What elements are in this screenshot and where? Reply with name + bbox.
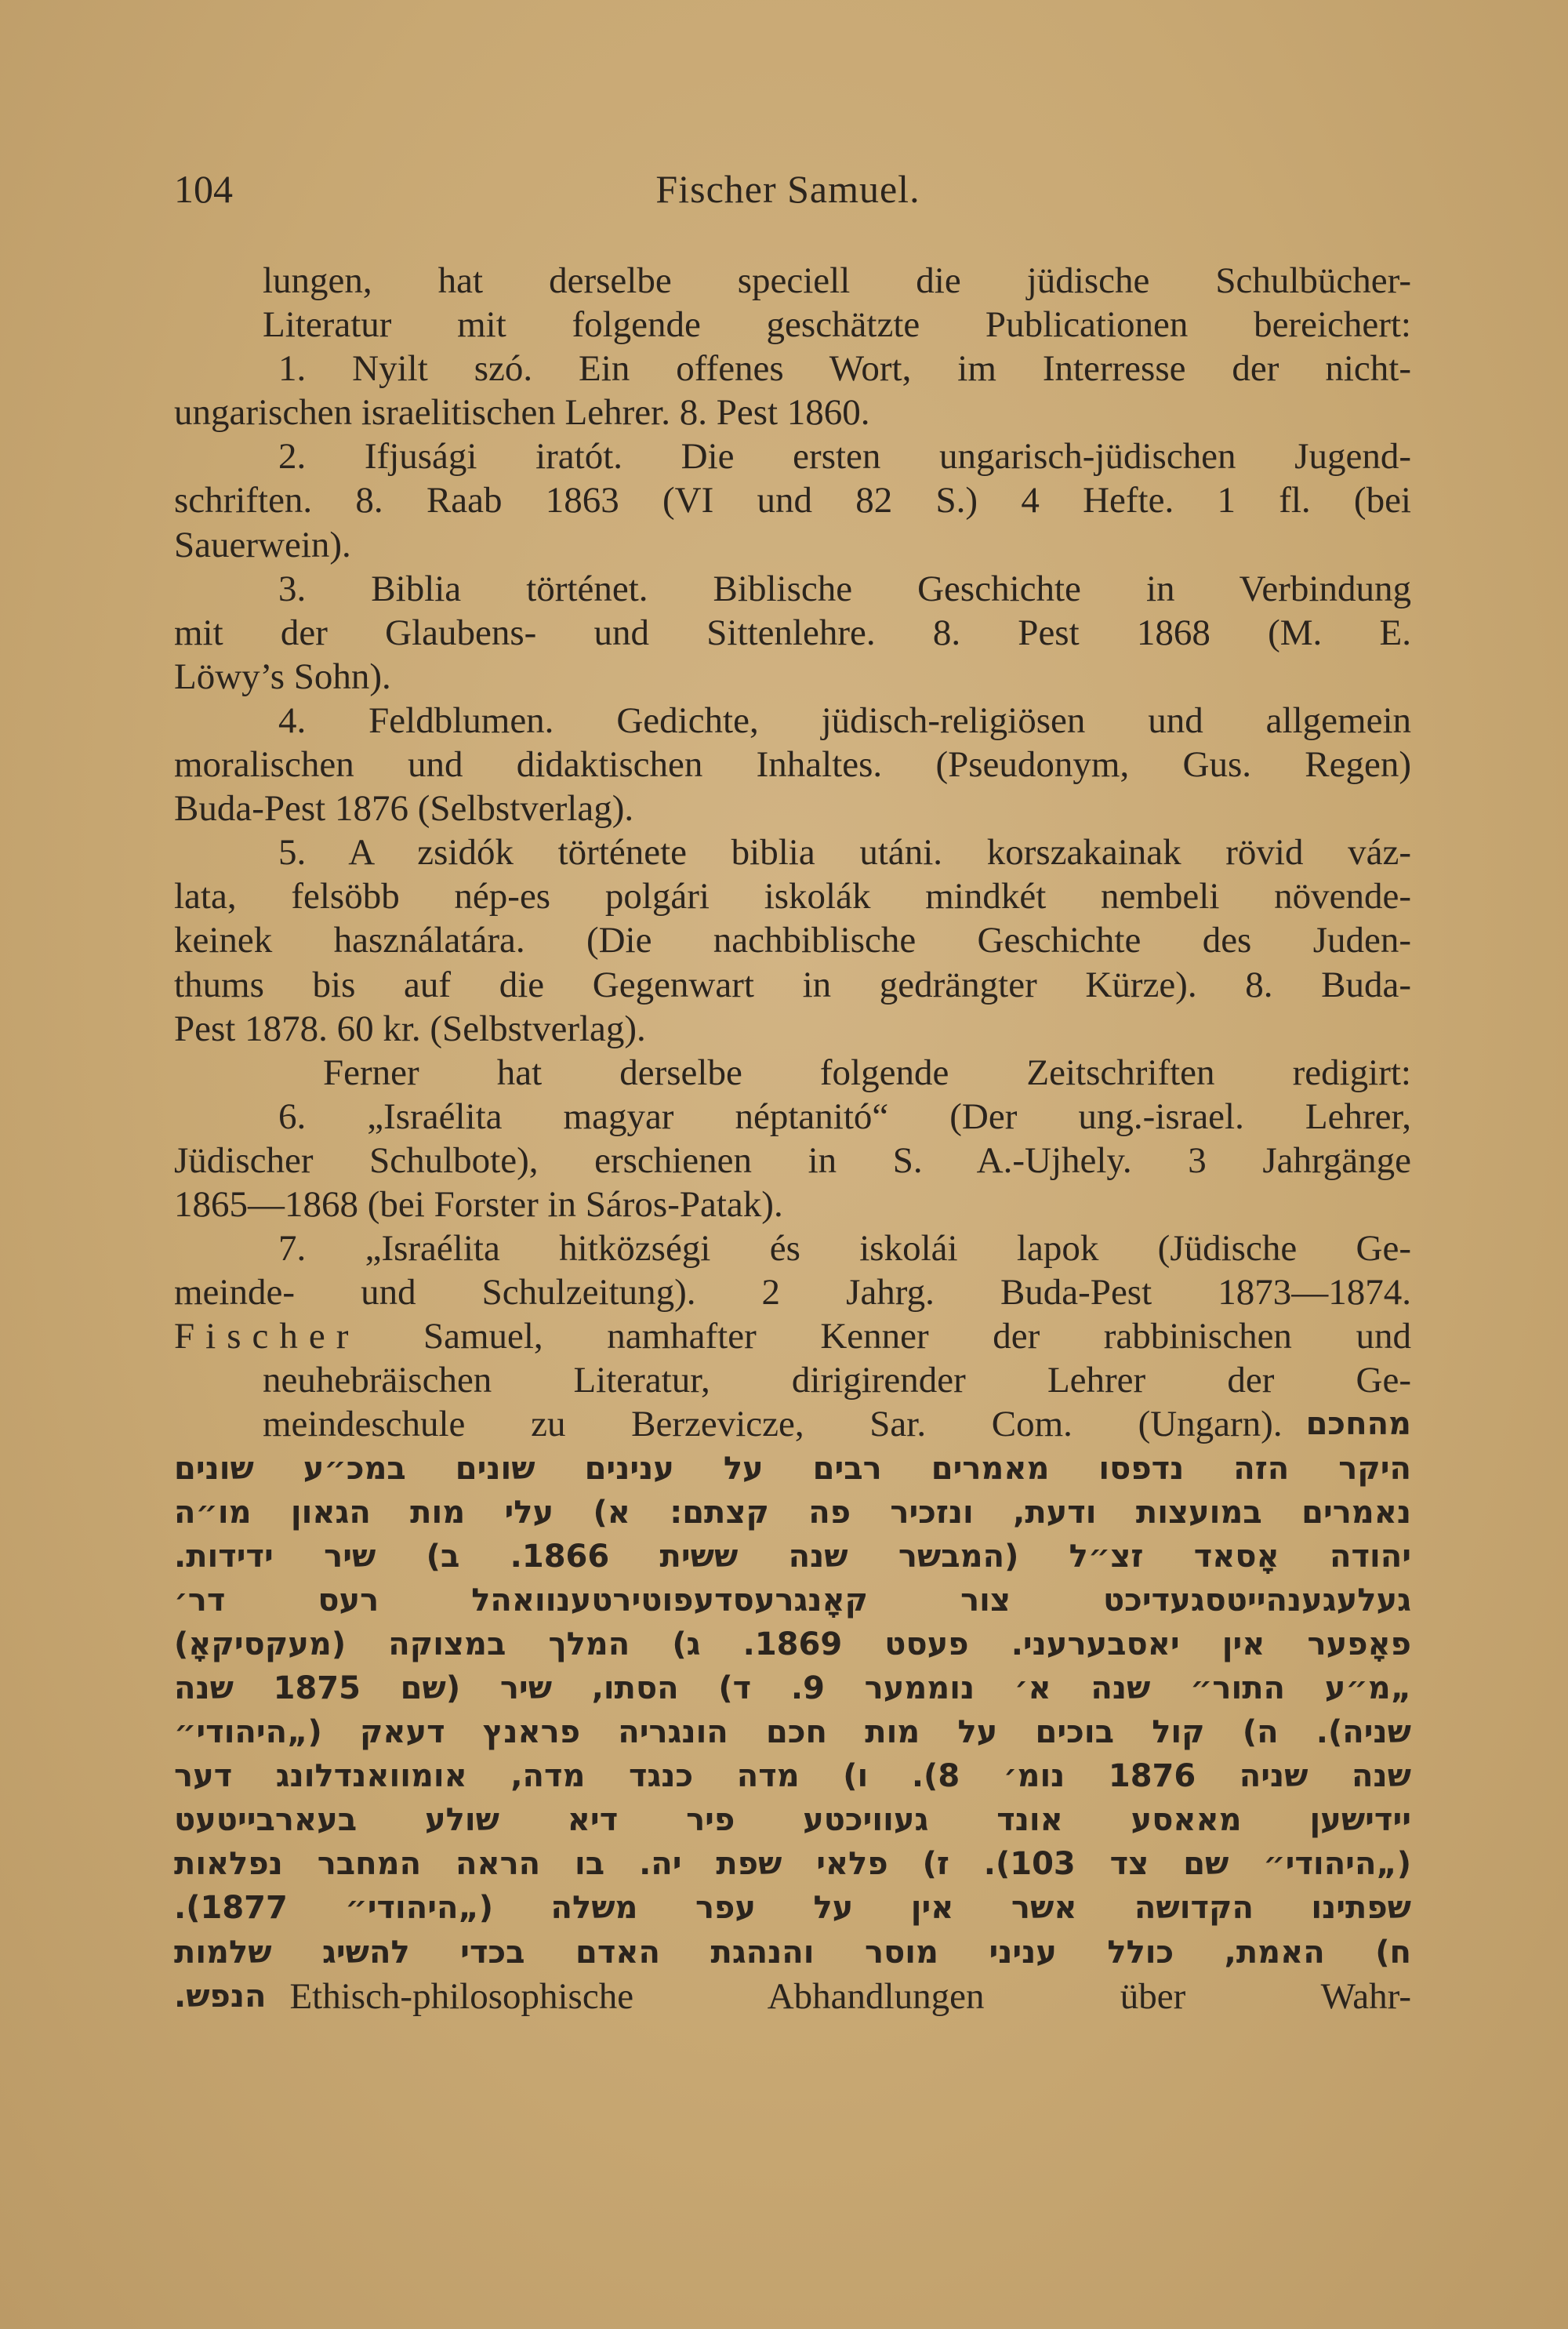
hebrew-text: הנפש. bbox=[174, 1978, 267, 2015]
hebrew-line: („היהודי״ שם צד 103). ז) פלאי שפת יה. בו הראה המחבר נפלאות bbox=[174, 1846, 1412, 1883]
text-line: schriften. 8. Raab 1863 (VI und 82 S.) 4 Hefte. 1 fl. (bei bbox=[174, 480, 1411, 521]
entry-name: Fischer bbox=[174, 1316, 360, 1357]
text-line: 3. Biblia történet. Biblische Geschichte in Verbindung bbox=[278, 568, 1411, 609]
hebrew-line: „מ״ע התור״ שנה א׳ נוממער 9. ד) הסתו, שיר (שם 1875 שנה bbox=[174, 1670, 1411, 1706]
running-title: Fischer Samuel. bbox=[655, 167, 920, 211]
hebrew-line: יידישען מאאסע אונד געוויכטע פיר דיא שולע בעארבייטעט bbox=[174, 1802, 1411, 1839]
mixed-line bbox=[174, 1402, 1411, 1446]
text-line: 1. Nyilt szó. Ein offenes Wort, im Interresse der nicht- bbox=[278, 348, 1411, 390]
text-line: mit der Glaubens- und Sittenlehre. 8. Pest 1868 (M. E. bbox=[174, 612, 1411, 653]
hebrew-line: פאָפער אין יאסבערעני. פעסט 1869. ג) המלך במצוקה (מעקסיקאָ) bbox=[174, 1626, 1411, 1662]
page-body bbox=[174, 259, 1411, 2018]
text-line: 1865—1868 (bei Forster in Sáros-Patak). bbox=[174, 1183, 783, 1225]
text-line: Ferner hat derselbe folgende Zeitschriften redigirt: bbox=[323, 1052, 1411, 1093]
mixed-line bbox=[174, 1975, 1411, 2018]
hebrew-line: שנה שניה 1876 נומ׳ 8). ו) מדה כנגד מדה, אומוואנדלונג דער bbox=[174, 1758, 1411, 1795]
page-number: 104 bbox=[174, 167, 233, 211]
text-line: Buda-Pest 1876 (Selbstverlag). bbox=[174, 788, 634, 830]
text-line: ungarischen israelitischen Lehrer. 8. Pest 1860. bbox=[174, 392, 870, 434]
text-line: keinek használatára. (Die nachbiblische Geschichte des Juden- bbox=[174, 920, 1411, 961]
hebrew-text: מהחכם bbox=[1305, 1406, 1411, 1443]
text-line: 2. Ifjusági iratót. Die ersten ungarisch-jüdischen Jugend- bbox=[278, 436, 1411, 478]
text-line: Literatur mit folgende geschätzte Publicationen bereichert: bbox=[263, 304, 1411, 346]
text-line: 7. „Israélita hitközségi és iskolái lapok (Jüdische Ge- bbox=[278, 1228, 1411, 1270]
text-line: lungen, hat derselbe speciell die jüdische Schulbücher- bbox=[263, 260, 1411, 301]
text-line: 6. „Israélita magyar néptanitó“ (Der ung.-israel. Lehrer, bbox=[278, 1095, 1411, 1137]
hebrew-line: יהודה אָסאד זצ״ל (המבשר שנה ששית 1866. ב) שיר ידידות. bbox=[174, 1538, 1411, 1575]
latin-text: meindeschule zu Berzevicze, Sar. Com. (Ungarn). bbox=[263, 1404, 1283, 1445]
text-line: 4. Feldblumen. Gedichte, jüdisch-religiösen und allgemein bbox=[278, 699, 1411, 741]
text-line: Löwy’s Sohn). bbox=[174, 656, 391, 697]
text-line: thums bis auf die Gegenwart in gedrängter Kürze). 8. Buda- bbox=[174, 964, 1411, 1005]
entry-first-line bbox=[174, 1314, 1411, 1358]
hebrew-line: ח) האמת, כולל עניני מוסר והנהגת האדם בכדי להשיג שלמות bbox=[174, 1934, 1411, 1971]
latin-text: Ethisch-philosophische Abhandlungen über Wahr- bbox=[289, 1975, 1411, 2017]
text-line: 5. A zsidók története biblia utáni. korszakainak rövid váz- bbox=[278, 832, 1411, 874]
text-line: Jüdischer Schulbote), erschienen in S. A.-Ujhely. 3 Jahrgänge bbox=[174, 1139, 1411, 1181]
hebrew-line: נאמרים במועצות ודעת, ונזכיר פה קצתם: א) עלי מות הגאון מו״ה bbox=[174, 1494, 1411, 1531]
text-line: lata, felsöbb nép-es polgári iskolák mindkét nembeli növende- bbox=[174, 876, 1411, 917]
hebrew-line: שפתינו הקדושה אשר אין על עפר משלה („היהודי״ 1877). bbox=[174, 1890, 1411, 1927]
text-line: Pest 1878. 60 kr. (Selbstverlag). bbox=[174, 1008, 646, 1049]
entry-text: Samuel, namhafter Kenner der rabbinischen und bbox=[423, 1316, 1412, 1357]
hebrew-line: געלעגענהייטסגעדיכט צור קאָנגרעסדעפוטירטענוואהל רעס דר׳ bbox=[174, 1582, 1411, 1619]
hebrew-line: היקר הזה נדפסו מאמרים רבים על ענינים שונים במכ״ע שונים bbox=[174, 1450, 1411, 1487]
text-line: meinde- und Schulzeitung). 2 Jahrg. Buda-Pest 1873—1874. bbox=[174, 1272, 1411, 1313]
text-line: moralischen und didaktischen Inhaltes. (Pseudonym, Gus. Regen) bbox=[174, 744, 1411, 786]
text-line: neuhebräischen Literatur, dirigirender Lehrer der Ge- bbox=[263, 1360, 1411, 1401]
text-line: Sauerwein). bbox=[174, 524, 351, 565]
hebrew-line: שניה). ה) קול בוכים על מות חכם הונגריה פראנץ דעאק („היהודי״ bbox=[174, 1714, 1411, 1751]
